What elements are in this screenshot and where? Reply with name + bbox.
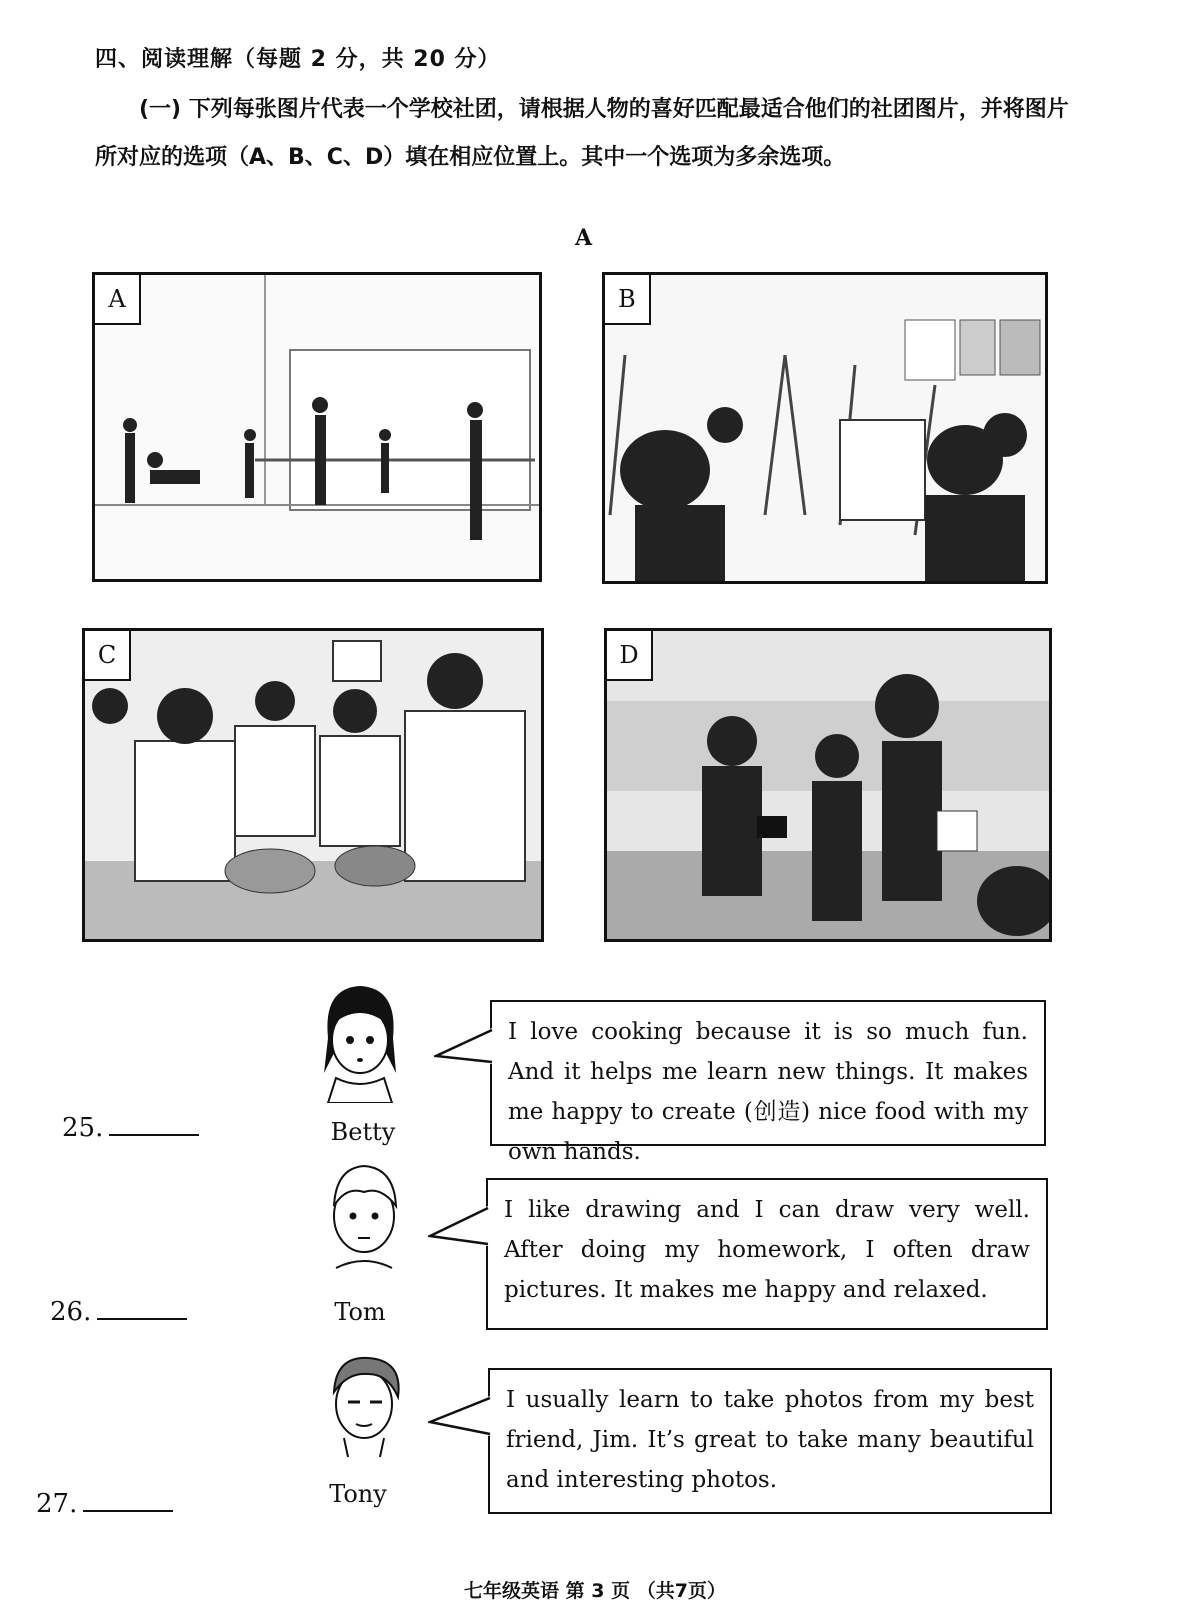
question-26 [50,1296,187,1327]
question-number: 26. [50,1297,92,1327]
picture-label-a: A [95,275,141,325]
picture-label-b: B [605,275,651,325]
answer-blank-26[interactable] [97,1296,187,1320]
tony-speech-bubble [488,1368,1052,1514]
tom-name: Tom [334,1298,386,1326]
tom-speech-bubble [486,1178,1048,1330]
tom-avatar-icon [316,1158,412,1278]
picture-d-photography [604,628,1052,942]
tom-text: I like drawing and I can draw very well. After doing my homework, I often draw pictures. It makes me happy and relaxed. [504,1197,1030,1303]
photography-illustration-icon [607,631,1049,939]
answer-blank-27[interactable] [83,1488,173,1512]
part-letter: A [575,225,593,251]
picture-a-ballet [92,272,542,582]
question-number: 25. [62,1113,104,1143]
question-25 [62,1112,199,1143]
picture-b-painting [602,272,1048,584]
ballet-illustration-icon [95,275,539,579]
instruction-text: (一) 下列每张图片代表一个学校社团，请根据人物的喜好匹配最适合他们的社团图片，并将图片所对应的选项（A、B、C、D）填在相应位置上。其中一个选项为多余选项。 [95,97,1069,170]
tony-name: Tony [329,1480,387,1508]
betty-speech-bubble [490,1000,1046,1165]
picture-c-cooking [82,628,544,942]
speech-tail-icon [428,1396,492,1436]
section-heading: 四、阅读理解（每题 2 分，共 20 分） [95,47,501,72]
painting-illustration-icon [605,275,1045,581]
betty-avatar-icon [308,978,412,1103]
speech-tail-icon [428,1206,490,1246]
cooking-illustration-icon [85,631,541,939]
question-27 [36,1488,173,1519]
tony-text: I usually learn to take photos from my best friend, Jim. It’s great to take many beautiful and interesting photos. [506,1387,1034,1493]
picture-label-c: C [85,631,131,681]
answer-blank-25[interactable] [109,1112,199,1136]
tony-avatar-icon [318,1352,416,1462]
betty-text: I love cooking because it is so much fun. And it helps me learn new things. It makes me happy to create (创造) nice food with my own hands. [508,1019,1028,1165]
betty-name: Betty [330,1118,396,1146]
page-footer: 七年级英语 第 3 页 （共7页） [464,1580,726,1602]
speech-tail-icon [434,1028,494,1064]
picture-label-d: D [607,631,653,681]
question-number: 27. [36,1489,78,1519]
